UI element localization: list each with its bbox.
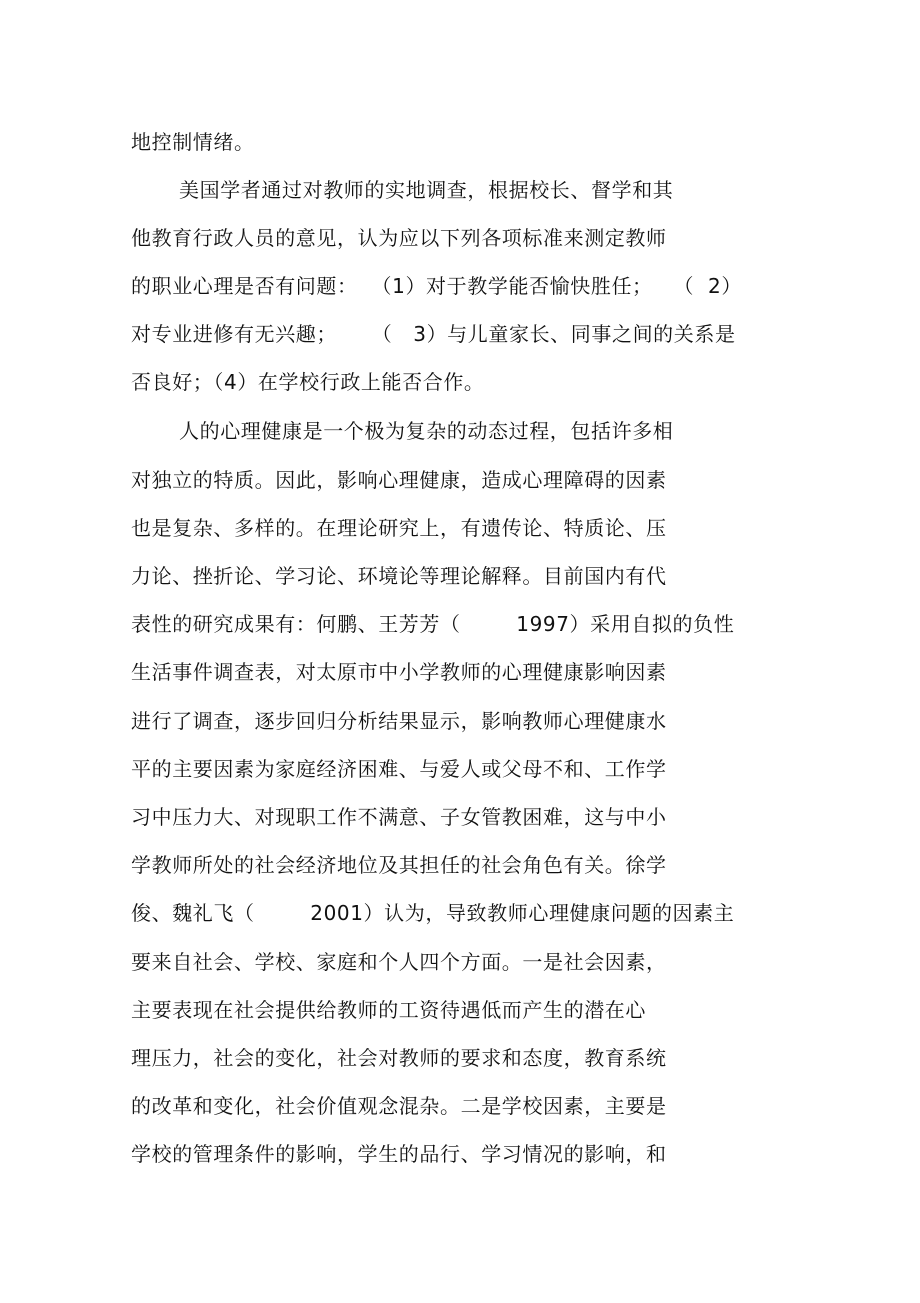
text-line: 学教师所处的社会经济地位及其担任的社会角色有关。徐学 [131, 853, 667, 877]
text-line: 对专业进修有无兴趣； （ 3）与儿童家长、同事之间的关系是 [131, 322, 736, 346]
paragraph-start-line: 人的心理健康是一个极为复杂的动态过程，包括许多相 [179, 419, 674, 443]
text-line: 习中压力大、对现职工作不满意、子女管教困难，这与中小 [131, 805, 667, 829]
text-line: 表性的研究成果有：何鹏、王芳芳（ 1997）采用自拟的负性 [131, 612, 735, 636]
paragraph-start-line: 美国学者通过对教师的实地调查，根据校长、督学和其 [179, 178, 674, 202]
text-line: 平的主要因素为家庭经济困难、与爱人或父母不和、工作学 [131, 757, 667, 781]
text-line: 他教育行政人员的意见，认为应以下列各项标准来测定教师 [131, 226, 667, 250]
text-line: 力论、挫折论、学习论、环境论等理论解释。目前国内有代 [131, 564, 667, 588]
text-line: 的改革和变化，社会价值观念混杂。二是学校因素，主要是 [131, 1094, 667, 1118]
text-line: 进行了调查，逐步回归分析结果显示，影响教师心理健康水 [131, 709, 667, 733]
text-line: 否良好；（4）在学校行政上能否合作。 [131, 370, 485, 394]
text-line: 学校的管理条件的影响，学生的品行、学习情况的影响，和 [131, 1142, 667, 1166]
text-line: 理压力，社会的变化，社会对教师的要求和态度，教育系统 [131, 1046, 667, 1070]
text-line: 对独立的特质。因此，影响心理健康，造成心理障碍的因素 [131, 468, 667, 492]
text-line: 的职业心理是否有问题： （1）对于教学能否愉快胜任； （ 2） [131, 274, 742, 298]
text-line: 要来自社会、学校、家庭和个人四个方面。一是社会因素， [131, 950, 667, 974]
text-line: 地控制情绪。 [131, 130, 255, 154]
text-line: 俊、魏礼飞（ 2001）认为，导致教师心理健康问题的因素主 [131, 901, 735, 925]
text-line: 也是复杂、多样的。在理论研究上，有遗传论、特质论、压 [131, 516, 667, 540]
text-line: 主要表现在社会提供给教师的工资待遇低而产生的潜在心 [131, 998, 646, 1022]
text-line: 生活事件调查表，对太原市中小学教师的心理健康影响因素 [131, 660, 667, 684]
